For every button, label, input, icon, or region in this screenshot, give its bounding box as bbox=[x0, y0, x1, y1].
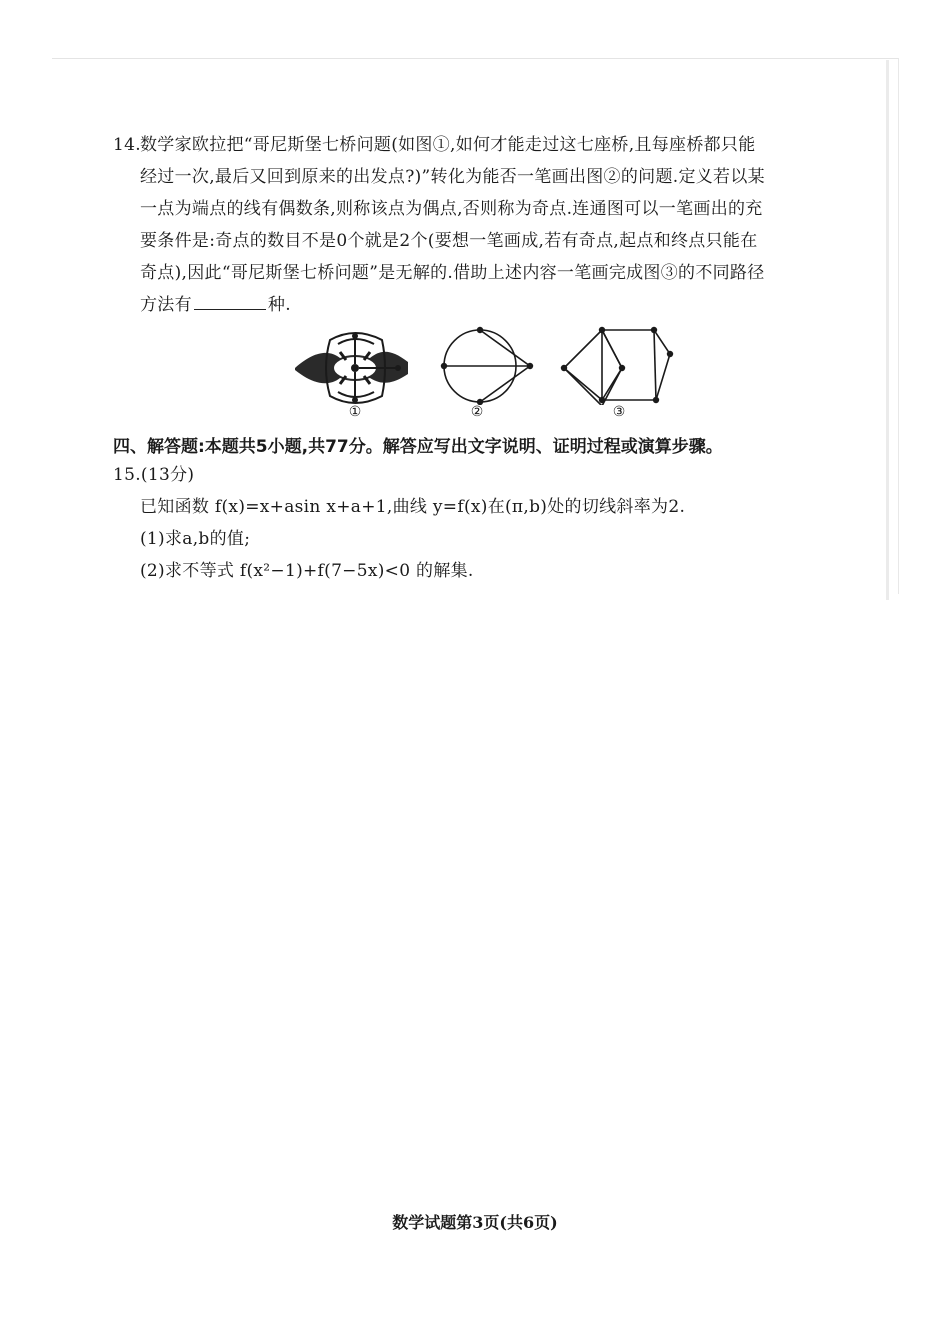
question-15-part-1: (1)求a,b的值; bbox=[140, 529, 251, 549]
path-graph-figure bbox=[558, 320, 678, 405]
konigsberg-bridges-figure bbox=[290, 320, 420, 405]
page-footer: 数学试题第3页(共6页) bbox=[392, 1213, 558, 1232]
question-14-line-3: 一点为端点的线有偶数条,则称该点为偶点,否则称为奇点.连通图可以一笔画出的充 bbox=[140, 199, 763, 219]
question-14-line-6 bbox=[140, 294, 291, 316]
scan-edge-mark bbox=[886, 60, 889, 600]
question-14-line-4: 要条件是:奇点的数目不是0个就是2个(要想一笔画成,若有奇点,起点和终点只能在 bbox=[140, 231, 758, 251]
euler-graph-figure bbox=[440, 320, 540, 405]
question-14-number: 14. bbox=[113, 135, 141, 155]
figure-3-label: ③ bbox=[612, 404, 626, 420]
question-15-part-2: (2)求不等式 f(x²−1)+f(7−5x)<0 的解集. bbox=[140, 561, 474, 581]
question-14-suffix: 种. bbox=[267, 295, 291, 315]
question-14-line-5: 奇点),因此“哥尼斯堡七桥问题”是无解的.借助上述内容一笔画完成图③的不同路径 bbox=[140, 263, 765, 283]
question-14-prefix: 方法有 bbox=[140, 295, 192, 315]
question-14-line-1: 数学家欧拉把“哥尼斯堡七桥问题(如图①,如何才能走过这七座桥,且每座桥都只能 bbox=[140, 135, 756, 155]
question-15-header: 15.(13分) bbox=[113, 465, 195, 485]
question-14-line-2: 经过一次,最后又回到原来的出发点?)”转化为能否一笔画出图②的问题.定义若以某 bbox=[140, 167, 765, 187]
figure-1-label: ① bbox=[348, 404, 362, 420]
section-4-title: 四、解答题:本题共5小题,共77分。解答应写出文字说明、证明过程或演算步骤。 bbox=[113, 437, 723, 457]
question-15-stem: 已知函数 f(x)=x+asin x+a+1,曲线 y=f(x)在(π,b)处的切线斜率为2. bbox=[140, 497, 686, 517]
figure-2-label: ② bbox=[470, 404, 484, 420]
answer-blank bbox=[194, 295, 266, 310]
figures-row bbox=[290, 320, 690, 430]
